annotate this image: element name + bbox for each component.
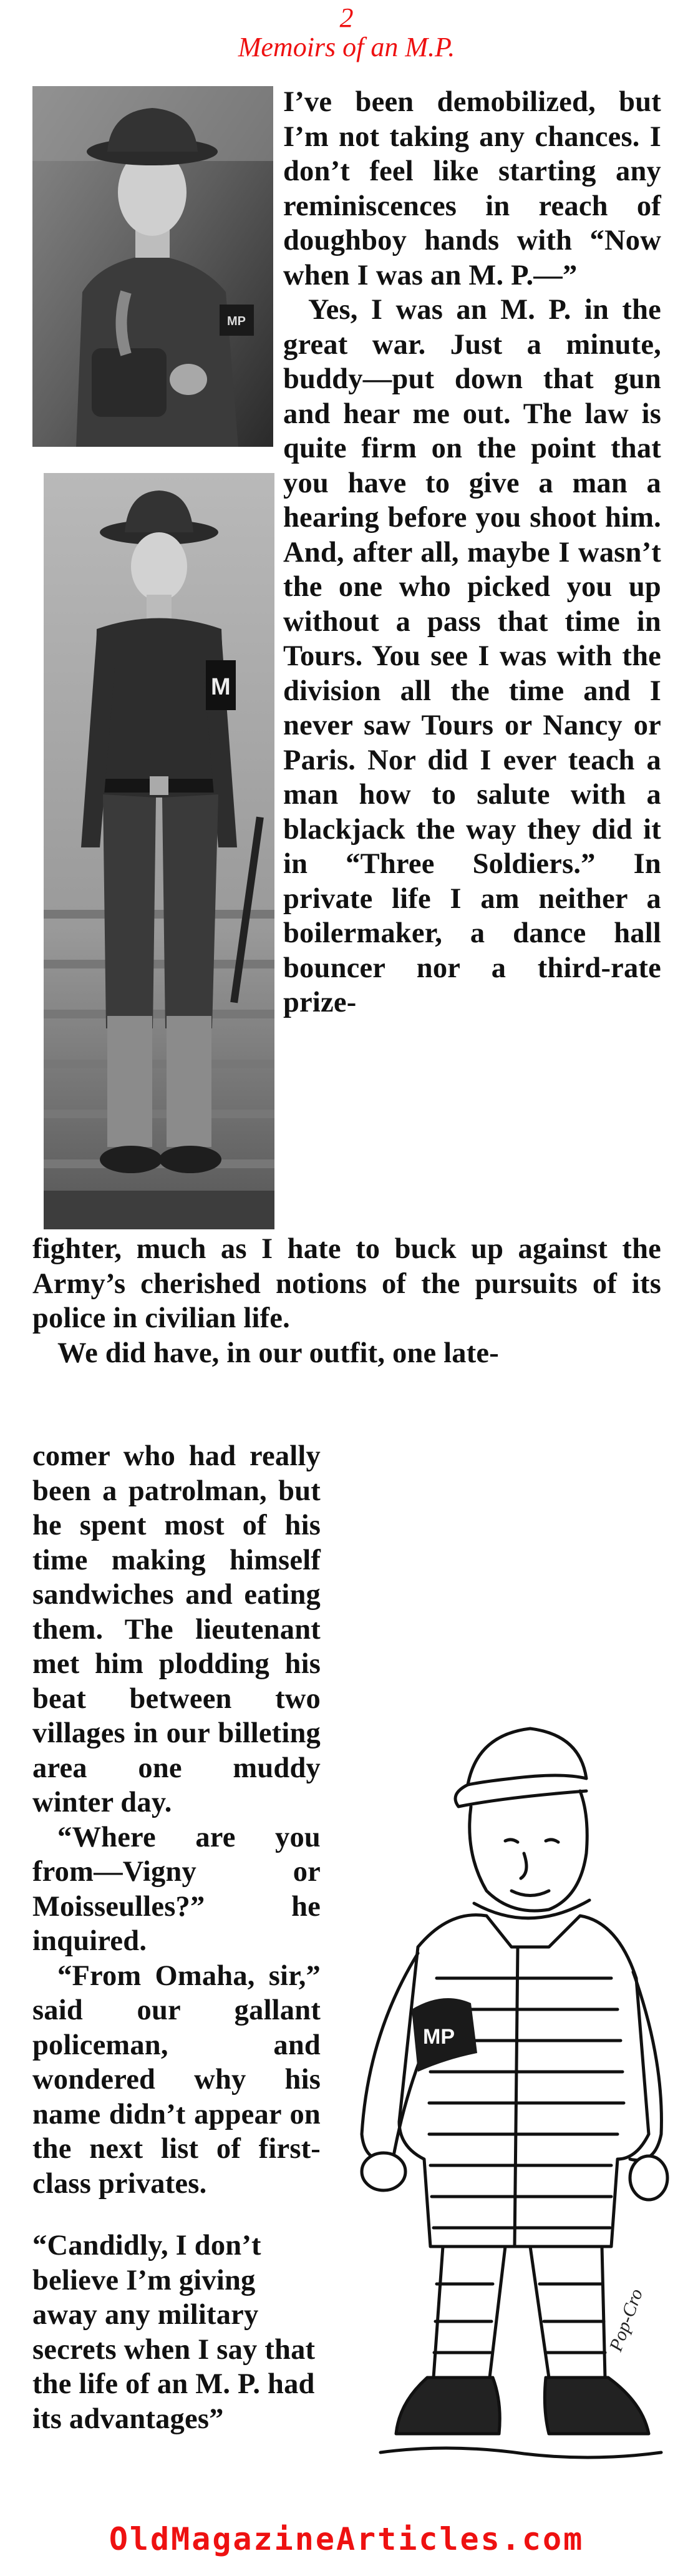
page-header	[0, 4, 693, 62]
page-title: Memoirs of an M.P.	[238, 32, 455, 62]
paragraph-2-continued: fighter, much as I hate to buck up against the Army’s cherished notions of the pursuits of its police in civilian life.	[32, 1233, 661, 1334]
photo-armband-text: M	[211, 674, 231, 700]
article-column-left-lower	[32, 1439, 321, 2436]
page-number: 2	[339, 2, 354, 33]
footer-site-name: OldMagazineArticles.com	[109, 2521, 584, 2557]
paragraph-3-continued: comer who had really been a patrolman, but he spent most of his time making himself sandwiches and eating them. The lieutenant met him plodding his beat between two villages in our billeting area one muddy winter day.	[32, 1440, 321, 1818]
cartoon-mp-illustration	[324, 1685, 674, 2490]
paragraph-2: Yes, I was an M. P. in the great war. Just a minute, buddy—put down that gun and hear me out. The law is quite firm on the point that you have to give a man a hearing before you shoot him. And, after all, maybe I wasn’t the one who picked you up without a pass that time in Tours. You see I was with the division all the time and I never saw Tours or Nancy or Paris. Nor did I ever teach a man how to salute with a blackjack the way they did it in “Three Soldiers.” In private life I am neither a boilermaker, a dance hall bouncer nor a third-rate prize-	[283, 294, 661, 1018]
paragraph-5: “From Omaha, sir,” said our gallant policeman, and wondered why his name didn’t appear on the next list of first-class privates.	[32, 1959, 321, 2200]
article-fullwidth-continuation	[32, 1232, 661, 1370]
svg-text:MP: MP	[227, 315, 246, 328]
photo-soldier-helmet	[32, 86, 273, 447]
pull-quote: “Candidly, I don’t believe I’m giving away any military secrets when I say that the life of an M. P. had its advantages”	[32, 2230, 316, 2435]
paragraph-3-start: We did have, in our outfit, one late-	[57, 1337, 499, 1369]
photo-soldier-standing	[44, 473, 274, 1229]
paragraph-1: I’ve been demobilized, but I’m not taking any chances. I don’t feel like starting any reminiscences in reach of doughboy hands with “Now when I was an M. P.—”	[283, 86, 661, 291]
paragraph-4: “Where are you from—Vigny or Moisseulles?” he inquired.	[32, 1821, 321, 1957]
article-column-right-top	[283, 85, 661, 1020]
cartoon-signature: Pop-Cro	[605, 2286, 647, 2354]
cartoon-armband-text: MP	[423, 2025, 455, 2049]
